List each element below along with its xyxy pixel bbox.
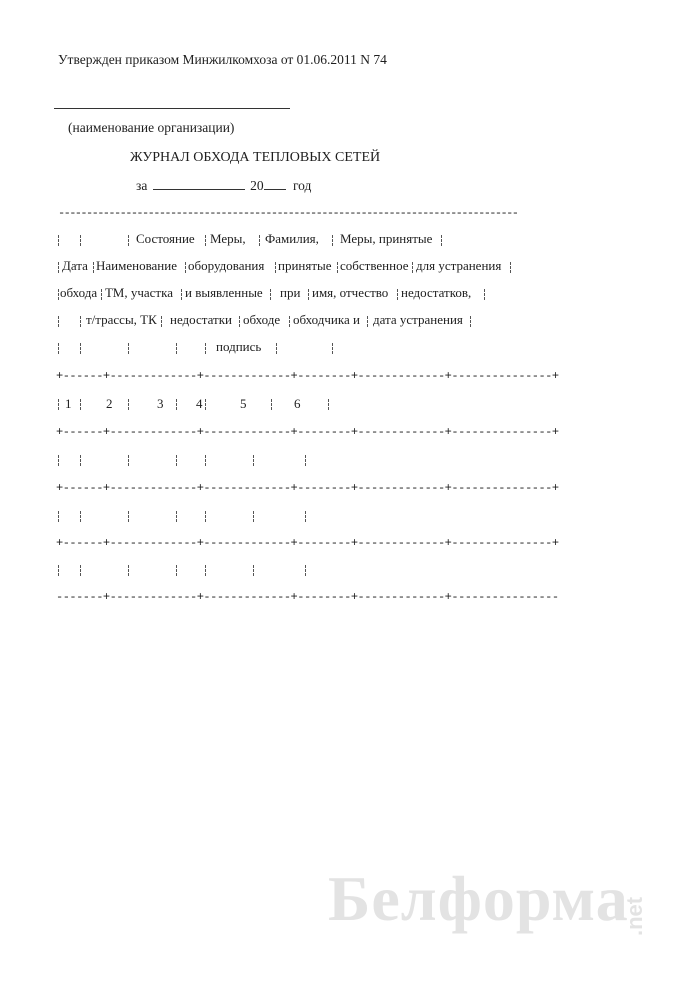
col-number-3: 3 bbox=[157, 396, 164, 411]
column-separator bbox=[397, 289, 399, 300]
column-separator bbox=[205, 565, 207, 576]
column-separator bbox=[128, 399, 130, 410]
column-separator bbox=[93, 262, 95, 273]
column-separator bbox=[58, 316, 60, 327]
column-separator bbox=[270, 289, 272, 300]
column-separator bbox=[205, 455, 207, 466]
col-number-4: 4 bbox=[196, 396, 203, 411]
column-separator bbox=[305, 565, 307, 576]
col-number-2: 2 bbox=[106, 396, 113, 411]
column-separator bbox=[510, 262, 512, 273]
col-number-5: 5 bbox=[240, 396, 247, 411]
col-fix-line-4: дата устранения bbox=[373, 312, 463, 327]
year-mid: 20 bbox=[250, 178, 264, 193]
table-border-4: +------+-------------+-------------+--------+-------------+---------------+ bbox=[56, 536, 559, 550]
col-name-line-2: ТМ, участка bbox=[105, 285, 173, 300]
column-separator bbox=[337, 262, 339, 273]
column-separator bbox=[58, 235, 60, 246]
column-separator bbox=[80, 455, 82, 466]
table-border-3: +------+-------------+-------------+--------+-------------+---------------+ bbox=[56, 481, 559, 495]
column-separator bbox=[470, 316, 472, 327]
col-inspector-line-5: подпись bbox=[216, 339, 262, 354]
column-separator bbox=[259, 235, 261, 246]
col-name-line-1: Наименование bbox=[96, 258, 177, 273]
column-separator bbox=[332, 343, 334, 354]
col-measures-line-2: принятые bbox=[278, 258, 332, 273]
column-separator bbox=[332, 235, 334, 246]
column-separator bbox=[271, 399, 273, 410]
column-separator bbox=[58, 343, 60, 354]
column-separator bbox=[328, 399, 330, 410]
table-top-dash: ---------------------------------------------------------------------------------- bbox=[58, 206, 518, 220]
column-separator bbox=[176, 511, 178, 522]
column-separator bbox=[412, 262, 414, 273]
column-separator bbox=[253, 511, 255, 522]
col-number-6: 6 bbox=[294, 396, 301, 411]
column-separator bbox=[176, 399, 178, 410]
column-separator bbox=[58, 565, 60, 576]
column-separator bbox=[484, 289, 486, 300]
column-separator bbox=[253, 455, 255, 466]
column-separator bbox=[80, 565, 82, 576]
column-separator bbox=[176, 455, 178, 466]
column-separator bbox=[253, 565, 255, 576]
org-name-caption: (наименование организации) bbox=[68, 120, 235, 135]
table-bottom-border: -------+-------------+-------------+--------+-------------+---------------- bbox=[56, 590, 559, 604]
col-state-line-1: Состояние bbox=[136, 231, 195, 246]
table-border-2: +------+-------------+-------------+--------+-------------+---------------+ bbox=[56, 425, 559, 439]
column-separator bbox=[308, 289, 310, 300]
column-separator bbox=[58, 399, 60, 410]
col-state-line-2: оборудования bbox=[188, 258, 265, 273]
column-separator bbox=[441, 235, 443, 246]
col-state-line-3: и выявленные bbox=[185, 285, 263, 300]
column-separator bbox=[128, 511, 130, 522]
column-separator bbox=[289, 316, 291, 327]
col-fix-line-1: Меры, принятые bbox=[340, 231, 433, 246]
column-separator bbox=[185, 262, 187, 273]
col-date-line-1: Дата bbox=[62, 258, 88, 273]
col-fix-line-2: для устранения bbox=[416, 258, 502, 273]
col-measures-line-3: при bbox=[280, 285, 301, 300]
column-separator bbox=[58, 262, 60, 273]
col-measures-line-4: обходе bbox=[243, 312, 281, 327]
col-inspector-line-2: собственное bbox=[340, 258, 409, 273]
column-separator bbox=[239, 316, 241, 327]
column-separator bbox=[275, 262, 277, 273]
column-separator bbox=[276, 343, 278, 354]
col-name-line-3: т/трассы, ТК bbox=[86, 312, 157, 327]
col-inspector-line-3: имя, отчество bbox=[312, 285, 389, 300]
column-separator bbox=[80, 343, 82, 354]
column-separator bbox=[80, 511, 82, 522]
col-number-1: 1 bbox=[65, 396, 72, 411]
column-separator bbox=[305, 455, 307, 466]
document-title: ЖУРНАЛ ОБХОДА ТЕПЛОВЫХ СЕТЕЙ bbox=[130, 150, 381, 165]
column-separator bbox=[128, 343, 130, 354]
year-prefix: за bbox=[136, 178, 148, 193]
col-inspector-line-4: обходчика и bbox=[293, 312, 360, 327]
column-separator bbox=[176, 565, 178, 576]
table-border-1: +------+-------------+-------------+--------+-------------+---------------+ bbox=[56, 369, 559, 383]
column-separator bbox=[128, 235, 130, 246]
column-separator bbox=[101, 289, 103, 300]
column-separator bbox=[176, 343, 178, 354]
column-separator bbox=[128, 455, 130, 466]
column-separator bbox=[58, 455, 60, 466]
year-suffix: год bbox=[292, 178, 312, 193]
column-separator bbox=[205, 343, 207, 354]
column-separator bbox=[367, 316, 369, 327]
column-separator bbox=[305, 511, 307, 522]
column-separator bbox=[181, 289, 183, 300]
column-separator bbox=[205, 511, 207, 522]
column-separator bbox=[205, 399, 207, 410]
column-separator bbox=[205, 235, 207, 246]
column-separator bbox=[58, 511, 60, 522]
watermark-brand: Белформа bbox=[328, 863, 629, 934]
col-date-line-2: обхода bbox=[60, 285, 98, 300]
col-fix-line-3: недостатков, bbox=[401, 285, 472, 300]
approval-line: Утвержден приказом Минжилкомхоза от 01.06.2011 N 74 bbox=[58, 52, 387, 67]
col-inspector-line-1: Фамилия, bbox=[265, 231, 319, 246]
column-separator bbox=[161, 316, 163, 327]
column-separator bbox=[128, 565, 130, 576]
column-separator bbox=[80, 399, 82, 410]
column-separator bbox=[80, 235, 82, 246]
col-measures-line-1: Меры, bbox=[210, 231, 246, 246]
column-separator bbox=[80, 316, 82, 327]
col-state-line-4: недостатки bbox=[170, 312, 232, 327]
watermark-suffix: .net bbox=[622, 896, 647, 936]
